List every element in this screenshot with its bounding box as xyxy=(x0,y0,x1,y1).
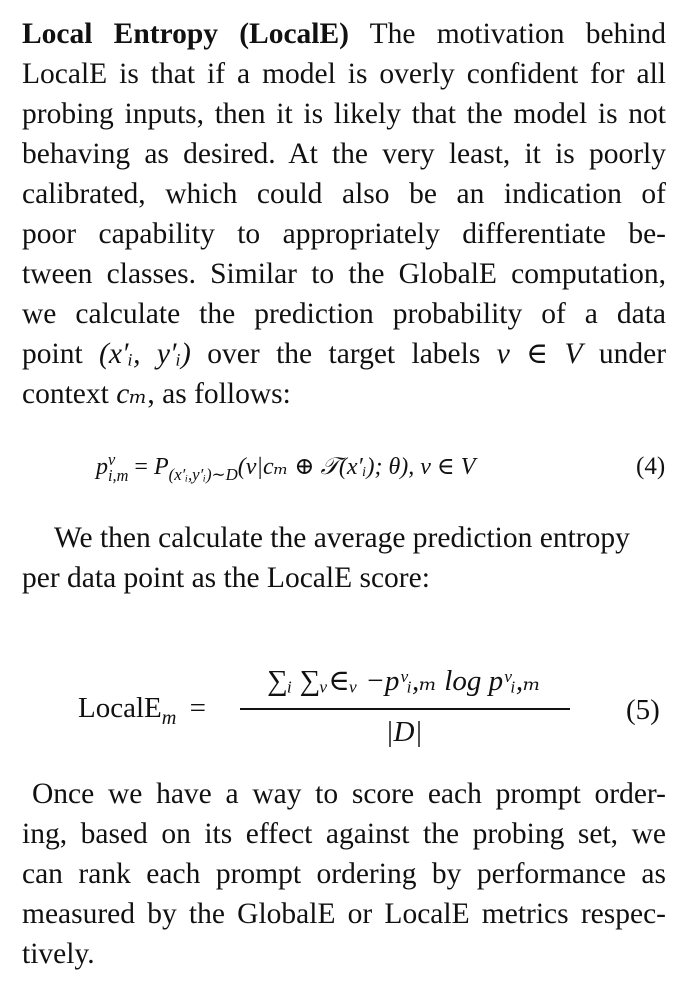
inline-math: v ∈ V xyxy=(496,338,583,370)
eq-body: (v|cₘ ⊕ 𝒯(x′ᵢ); θ), v ∈ V xyxy=(237,454,476,480)
eq-subscript: i,m xyxy=(108,466,129,486)
text-run: , as follows: xyxy=(147,378,291,410)
text-run: context xyxy=(22,378,109,410)
text-run: The motivation behind xyxy=(369,18,666,50)
paragraph-line: behaving as desired. At the very least, it is poorly xyxy=(22,138,666,170)
paragraph-line xyxy=(22,334,666,374)
equation-4 xyxy=(96,450,475,485)
inline-math: (x′ᵢ, y′ᵢ) xyxy=(99,338,191,370)
paragraph-line: tively. xyxy=(22,938,95,970)
equation-5-fraction xyxy=(236,660,572,760)
eq-subscript: (x′ᵢ,y′ᵢ)∼D xyxy=(168,464,238,484)
text-run: point xyxy=(22,338,83,370)
paragraph-line: tween classes. Similar to the GlobalE computation, xyxy=(22,258,666,290)
section-heading: Local Entropy (LocalE) xyxy=(22,18,349,50)
equation-number: (5) xyxy=(626,694,660,726)
paragraph-line: measured by the GlobalE or LocalE metrics respec- xyxy=(22,898,666,930)
paragraph-line: we calculate the prediction probability of a data xyxy=(22,298,666,330)
paragraph-line: Once we have a way to score each prompt order- xyxy=(32,778,666,810)
paragraph-line: poor capability to appropriately differentiate be- xyxy=(22,218,666,250)
paragraph-line: calibrated, which could also be an indication of xyxy=(22,178,666,210)
paragraph-line: can rank each prompt ordering by performance as xyxy=(22,858,666,890)
fraction-numerator: ∑ᵢ ∑ᵥ∈ᵥ −pᵛᵢ,ₘ log pᵛᵢ,ₘ xyxy=(267,665,541,697)
paragraph-line xyxy=(22,14,666,54)
text-run: under xyxy=(598,338,667,370)
inline-math: cₘ xyxy=(116,378,148,410)
paragraph-line: per data point as the LocalE score: xyxy=(22,562,430,594)
eq-symbol: P xyxy=(153,454,169,480)
text-run: over the target labels xyxy=(207,338,481,370)
fraction-denominator: |D| xyxy=(385,716,423,748)
equation-5-lhs xyxy=(78,688,206,728)
eq-symbol: p xyxy=(96,454,108,480)
eq-operator: = xyxy=(189,692,206,724)
eq-superscript: v xyxy=(108,450,116,470)
eq-subscript: m xyxy=(161,706,177,729)
paragraph-line: probing inputs, then it is likely that the model is not xyxy=(22,98,666,130)
eq-operator: = xyxy=(134,454,148,480)
fraction-bar xyxy=(240,708,570,710)
paragraph-line: We then calculate the average prediction entropy xyxy=(54,522,630,554)
paragraph-line xyxy=(22,374,666,414)
eq-symbol: LocalE xyxy=(78,692,162,724)
paragraph-line: ing, based on its effect against the probing set, we xyxy=(22,818,666,850)
equation-number: (4) xyxy=(636,453,666,480)
paragraph-line: LocalE is that if a model is overly confident for all xyxy=(22,58,666,90)
